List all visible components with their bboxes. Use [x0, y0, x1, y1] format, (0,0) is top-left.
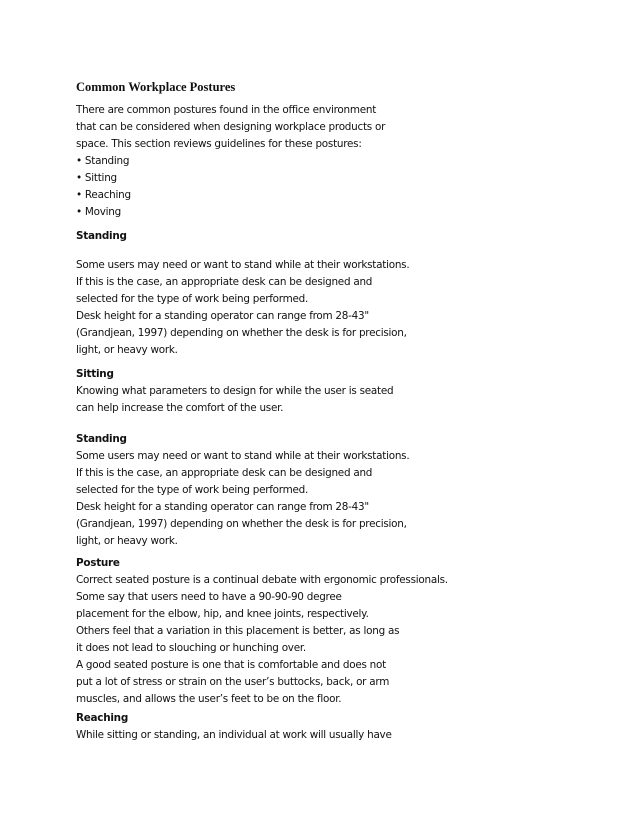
section-heading-reaching: Reaching: [76, 712, 129, 724]
paragraph-line: (Grandjean, 1997) depending on whether the desk is for precision,: [76, 518, 407, 530]
paragraph-line: Desk height for a standing operator can range from 28-43": [76, 310, 369, 322]
reaching-section: [76, 710, 392, 744]
paragraph-line: it does not lead to slouching or hunching over.: [76, 642, 306, 654]
paragraph-line: light, or heavy work.: [76, 535, 178, 547]
paragraph-line: If this is the case, an appropriate desk can be designed and: [76, 467, 373, 479]
paragraph-line: can help increase the comfort of the user.: [76, 402, 284, 414]
paragraph-line: If this is the case, an appropriate desk can be designed and: [76, 276, 373, 288]
paragraph-line: While sitting or standing, an individual at work will usually have: [76, 729, 392, 741]
paragraph-line: selected for the type of work being performed.: [76, 484, 309, 496]
paragraph-line: Some users may need or want to stand while at their workstations.: [76, 450, 410, 462]
section-heading-standing: Standing: [76, 433, 127, 445]
intro-line: space. This section reviews guidelines for these postures:: [76, 138, 362, 150]
section-heading-sitting: Sitting: [76, 368, 114, 380]
paragraph-line: Correct seated posture is a continual debate with ergonomic professionals.: [76, 574, 448, 586]
section-heading-posture: Posture: [76, 557, 120, 569]
sitting-section: [76, 366, 393, 417]
bullet-item-sitting: • Sitting: [76, 172, 117, 184]
paragraph-line: placement for the elbow, hip, and knee joints, respectively.: [76, 608, 369, 620]
paragraph-line: selected for the type of work being performed.: [76, 293, 309, 305]
paragraph-line: muscles, and allows the user’s feet to be on the floor.: [76, 693, 342, 705]
intro-line: that can be considered when designing workplace products or: [76, 121, 386, 133]
paragraph-line: Knowing what parameters to design for while the user is seated: [76, 385, 394, 397]
posture-section: [76, 555, 448, 708]
bullet-item-moving: • Moving: [76, 206, 121, 218]
document-title: Common Workplace Postures: [76, 80, 236, 94]
paragraph-line: A good seated posture is one that is comfortable and does not: [76, 659, 386, 671]
standing-section-2: [76, 431, 409, 550]
intro-section: [76, 102, 385, 221]
intro-line: There are common postures found in the office environment: [76, 104, 377, 116]
paragraph-line: (Grandjean, 1997) depending on whether the desk is for precision,: [76, 327, 407, 339]
paragraph-line: Some say that users need to have a 90-90-90 degree: [76, 591, 342, 603]
bullet-item-standing: • Standing: [76, 155, 130, 167]
paragraph-line: light, or heavy work.: [76, 344, 178, 356]
bullet-item-reaching: • Reaching: [76, 189, 131, 201]
paragraph-line: Desk height for a standing operator can range from 28-43": [76, 501, 369, 513]
section-heading-standing: Standing: [76, 230, 127, 242]
paragraph-line: put a lot of stress or strain on the user’s buttocks, back, or arm: [76, 676, 390, 688]
paragraph-line: Others feel that a variation in this placement is better, as long as: [76, 625, 400, 637]
paragraph-line: Some users may need or want to stand while at their workstations.: [76, 259, 410, 271]
standing-section-1: [76, 228, 409, 359]
